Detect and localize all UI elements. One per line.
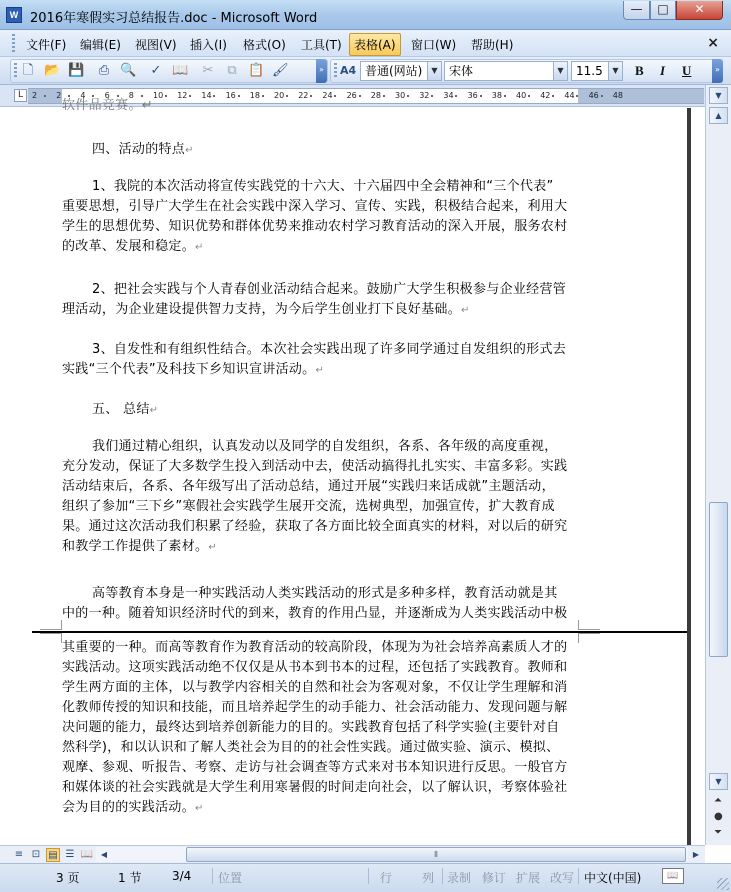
paragraph-fragment[interactable]: 软件品竞赛。↵: [62, 98, 153, 113]
vertical-scrollbar[interactable]: [705, 85, 731, 845]
page-margin-left: [0, 108, 14, 845]
resize-grip[interactable]: [717, 878, 729, 890]
ruler-tick-label: 8: [128, 91, 134, 100]
paragraph-mark: ↵: [195, 242, 204, 253]
ruler-tick-label: 38: [491, 91, 502, 100]
style-dropdown[interactable]: [360, 61, 442, 81]
style-value: 普通(网站): [365, 64, 423, 78]
paragraph-mark: ↵: [185, 145, 194, 156]
formatting-toolbar-options-icon[interactable]: »: [712, 59, 723, 83]
scroll-up-arrow-icon[interactable]: ▲: [709, 107, 728, 124]
ruler-tick-label: 2: [56, 91, 62, 100]
close-window-button[interactable]: ✕: [676, 1, 723, 20]
status-language[interactable]: 中文(中国): [584, 871, 642, 885]
font-size-value: 11.5: [576, 64, 603, 78]
paragraph-5[interactable]: [62, 584, 582, 624]
paste-icon[interactable]: 📋: [248, 63, 265, 78]
standard-toolbar-options-icon[interactable]: »: [316, 59, 327, 83]
ruler-tick-label: 44: [564, 91, 575, 100]
page-corner-mark: [40, 633, 62, 643]
paragraph-mark: ↵: [315, 365, 325, 376]
paragraph-1[interactable]: [62, 177, 582, 258]
window-title: 2016年寒假实习总结报告.doc - Microsoft Word: [30, 11, 318, 26]
line: 2、把社会实践与个人青春创业活动结合起来。鼓励广大学生积极参与企业经营管: [92, 282, 567, 297]
scroll-right-arrow-icon[interactable]: ▶: [692, 850, 700, 859]
line: [62, 537, 582, 558]
font-size-dropdown[interactable]: [571, 61, 623, 81]
line: 化教师传授的知识和技能，而且培养起学生的动手能力、社会活动能力、发现问题与解: [62, 700, 568, 715]
spelling-status-icon[interactable]: 📖: [662, 868, 684, 884]
line: 充分发动，保证了大多数学生投入到活动中去，使活动搞得扎扎实实、丰富多彩。实践: [62, 459, 568, 474]
close-document-icon[interactable]: ×: [707, 35, 719, 51]
next-page-icon[interactable]: ⏷: [714, 827, 722, 838]
heading-section-5-text: 五、 总结: [92, 402, 150, 417]
menubar-grip[interactable]: [12, 34, 15, 52]
ruler-tick-label: 40: [516, 91, 527, 100]
bold-button[interactable]: B: [635, 63, 644, 78]
status-track-changes[interactable]: 修订: [482, 871, 507, 885]
line: 然科学)，和以认识和了解人类社会为目的的社会性实践。通过做实验、演示、模拟、: [62, 740, 560, 755]
status-column: 列: [422, 871, 435, 885]
line-text: 的改革、发展和稳定。: [62, 239, 196, 254]
title-bar: [0, 0, 731, 30]
minimize-button[interactable]: —: [623, 1, 650, 20]
ruler-tick-label: 22: [298, 91, 309, 100]
line: 1、我院的本次活动将宣传实践党的十六大、十六届四中全会精神和“三个代表”: [92, 179, 554, 194]
line: [62, 360, 582, 381]
ruler-tick-label: 4: [80, 91, 86, 100]
status-page-of: 3/4: [172, 869, 192, 883]
paragraph-mark: ↵: [195, 803, 204, 814]
underline-button[interactable]: U: [682, 63, 692, 78]
heading-section-4[interactable]: [92, 140, 612, 161]
spelling-icon[interactable]: ✓: [150, 63, 162, 78]
paragraph-mark: ↵: [208, 542, 217, 553]
ruler-tick-label: 34: [443, 91, 454, 100]
menu-format[interactable]: 格式(O): [243, 38, 286, 52]
heading-section-5[interactable]: [92, 400, 612, 421]
line: [62, 798, 582, 819]
ruler-tick-label: 36: [467, 91, 478, 100]
status-separator: [368, 868, 369, 884]
ruler-tick-label: 42: [540, 91, 551, 100]
status-line: 行: [380, 871, 393, 885]
line: [62, 300, 582, 321]
ruler-tick-label: 18: [249, 91, 260, 100]
menu-insert[interactable]: 插入(I): [190, 38, 227, 52]
ruler-tick-label: 14: [201, 91, 212, 100]
menu-window[interactable]: 窗口(W): [411, 38, 457, 52]
ruler-tick-label: 6: [104, 91, 110, 100]
status-extend[interactable]: 扩展: [516, 871, 541, 885]
line: 果。通过这次活动我们积累了经验，获取了各方面比较全面真实的材料，对以后的研究: [62, 519, 568, 534]
font-dropdown[interactable]: [444, 61, 568, 81]
ruler-tick-label: 30: [395, 91, 406, 100]
print-icon[interactable]: ⎙: [98, 63, 110, 78]
chevron-down-icon[interactable]: ▼: [608, 62, 622, 80]
menu-help[interactable]: 帮助(H): [471, 38, 514, 52]
ruler-tick-mark: [601, 95, 603, 97]
format-painter-icon[interactable]: 🖌: [272, 63, 289, 78]
page-corner-mark: [40, 620, 62, 630]
line: [62, 237, 582, 258]
tab-selector[interactable]: L: [14, 89, 27, 102]
scroll-down-arrow-icon[interactable]: ▼: [709, 773, 728, 790]
standard-toolbar-grip[interactable]: [14, 63, 17, 79]
maximize-button[interactable]: □: [650, 1, 676, 20]
web-layout-view-icon[interactable]: ⊡: [31, 849, 41, 860]
status-separator: [212, 868, 213, 884]
line: 我们通过精心组织，认真发动以及同学的自发组织，各系、各年级的高度重视，: [92, 439, 558, 454]
line: 学生的思想优势、知识优势和群体优势来推动农村学习教育活动的深入开展，服务农村: [62, 219, 568, 234]
menu-view[interactable]: 视图(V): [135, 38, 177, 52]
open-folder-icon[interactable]: 📂: [44, 63, 61, 78]
ruler-tick-mark: [44, 95, 46, 97]
font-value: 宋体: [449, 64, 474, 78]
chevron-down-icon[interactable]: ▼: [427, 62, 441, 80]
normal-view-icon[interactable]: ≡: [14, 849, 24, 860]
cut-icon[interactable]: ✂: [202, 63, 214, 78]
line: 实践活动。这项实践活动绝不仅仅是从书本到书本的过程，还包括了实践教育。教师和: [62, 660, 568, 675]
page-corner-mark: [578, 620, 600, 630]
copy-icon[interactable]: ⧉: [227, 63, 237, 78]
line-text: 和教学工作提供了素材。: [62, 539, 209, 554]
status-section: 1 节: [118, 871, 142, 885]
ruler-tick-label: 46: [588, 91, 599, 100]
reading-layout-view-icon[interactable]: 📖: [80, 849, 94, 860]
line: 和媒体谈的社会实践就是大学生利用寒暑假的时间走向社会，以了解认识，考察体验社: [62, 780, 568, 795]
line: 3、自发性和有组织性结合。本次社会实践出现了许多同学通过自发组织的形式去: [92, 342, 567, 357]
line: 活动结束后，各系、各年级写出了活动总结，通过开展“实践归来话成就”主题活动，: [62, 479, 555, 494]
ruler-tick-label: 24: [322, 91, 333, 100]
chevron-down-icon[interactable]: ▼: [553, 62, 567, 80]
line-text: 会为目的的实践活动。: [62, 800, 196, 815]
line: 决问题的能力，最终达到培养创新能力的目的。实践教育包括了科学实验(主要针对自: [62, 720, 560, 735]
ruler-tick-label: 48: [612, 91, 623, 100]
select-browse-object-icon[interactable]: ●: [714, 811, 723, 822]
line-text: 实践“三个代表”及科技下乡知识宣讲活动。: [62, 362, 316, 377]
line: 组织了参加“三下乡”寒假社会实践学生展开交流，选树典型，加强宣传，扩大教育成: [62, 499, 555, 514]
menu-file[interactable]: 文件(F): [26, 38, 67, 52]
status-overtype[interactable]: 改写: [550, 871, 575, 885]
paragraph-2[interactable]: [62, 280, 582, 321]
line: 中的一种。随着知识经济时代的到来，教育的作用凸显，并逐渐成为人类实践活动中极: [62, 606, 568, 621]
word-doc-icon: W: [6, 7, 22, 23]
status-separator: [442, 868, 443, 884]
menu-bar: [0, 30, 731, 57]
print-layout-view-icon[interactable]: ▤: [46, 848, 60, 862]
ruler-tick-label: 32: [419, 91, 430, 100]
previous-page-icon[interactable]: ⏶: [714, 795, 722, 806]
line-text: 理活动，为企业建设提供智力支持，为今后学生创业打下良好基础。: [62, 302, 462, 317]
paragraph-3[interactable]: [62, 340, 582, 381]
ruler-tick-label: 26: [346, 91, 357, 100]
menu-edit[interactable]: 编辑(E): [80, 38, 121, 52]
ruler-tick-label: 12: [177, 91, 188, 100]
status-bar: [0, 863, 731, 892]
line: 观摩、参观、听报告、考察、走访与社会调查等方式来对书本知识进行反思。一般官方: [62, 760, 568, 775]
heading-section-4-text: 四、活动的特点: [92, 142, 186, 157]
outline-view-icon[interactable]: ☰: [65, 849, 75, 860]
save-icon[interactable]: 💾: [68, 63, 85, 78]
paragraph-mark: ↵: [461, 305, 470, 316]
menu-table[interactable]: 表格(A): [349, 33, 401, 56]
status-position: 位置: [218, 871, 243, 885]
print-preview-icon[interactable]: 🔍: [120, 63, 137, 78]
new-document-icon[interactable]: 🗋: [22, 63, 34, 78]
horizontal-scroll-thumb[interactable]: ⦀: [186, 847, 686, 862]
research-icon[interactable]: 📖: [172, 63, 189, 78]
status-record[interactable]: 录制: [447, 871, 472, 885]
ruler-tick-label: 28: [370, 91, 381, 100]
scroll-left-arrow-icon[interactable]: ◀: [100, 850, 108, 859]
line: 其重要的一种。而高等教育作为教育活动的较高阶段，体现为为社会培养高素质人才的: [62, 640, 568, 655]
horizontal-scrollbar: [0, 845, 705, 863]
line: 重要思想，引导广大学生在社会实践中深入学习、宣传、实践，积极结合起来，利用大: [62, 199, 568, 214]
line: 高等教育本身是一种实践活动人类实践活动的形式是多种多样，教育活动就是其: [92, 586, 558, 601]
styles-formatting-icon[interactable]: A4: [340, 64, 357, 77]
italic-button[interactable]: I: [660, 63, 666, 78]
line: 学生两方面的主体，以与教学内容相关的自然和社会为客观对象，不仅让学生理解和消: [62, 680, 568, 695]
formatting-toolbar-grip[interactable]: [334, 63, 337, 79]
menu-tools[interactable]: 工具(T): [301, 38, 342, 52]
toolbar: [0, 57, 731, 85]
status-separator: [578, 868, 579, 884]
ruler-tick-label: 20: [274, 91, 285, 100]
ruler-toggle-icon[interactable]: ▼: [709, 87, 728, 104]
page-gutter: [691, 108, 705, 845]
ruler-tick-label: 2: [32, 91, 38, 100]
ruler-tick-label: 16: [225, 91, 236, 100]
status-page: 3 页: [56, 871, 80, 885]
ruler-tick-label: 10: [153, 91, 164, 100]
paragraph-6[interactable]: [62, 638, 582, 819]
document-area[interactable]: [0, 98, 705, 845]
paragraph-4[interactable]: [62, 437, 582, 558]
paragraph-mark: ↵: [149, 405, 159, 416]
vertical-scroll-thumb[interactable]: [709, 502, 728, 657]
